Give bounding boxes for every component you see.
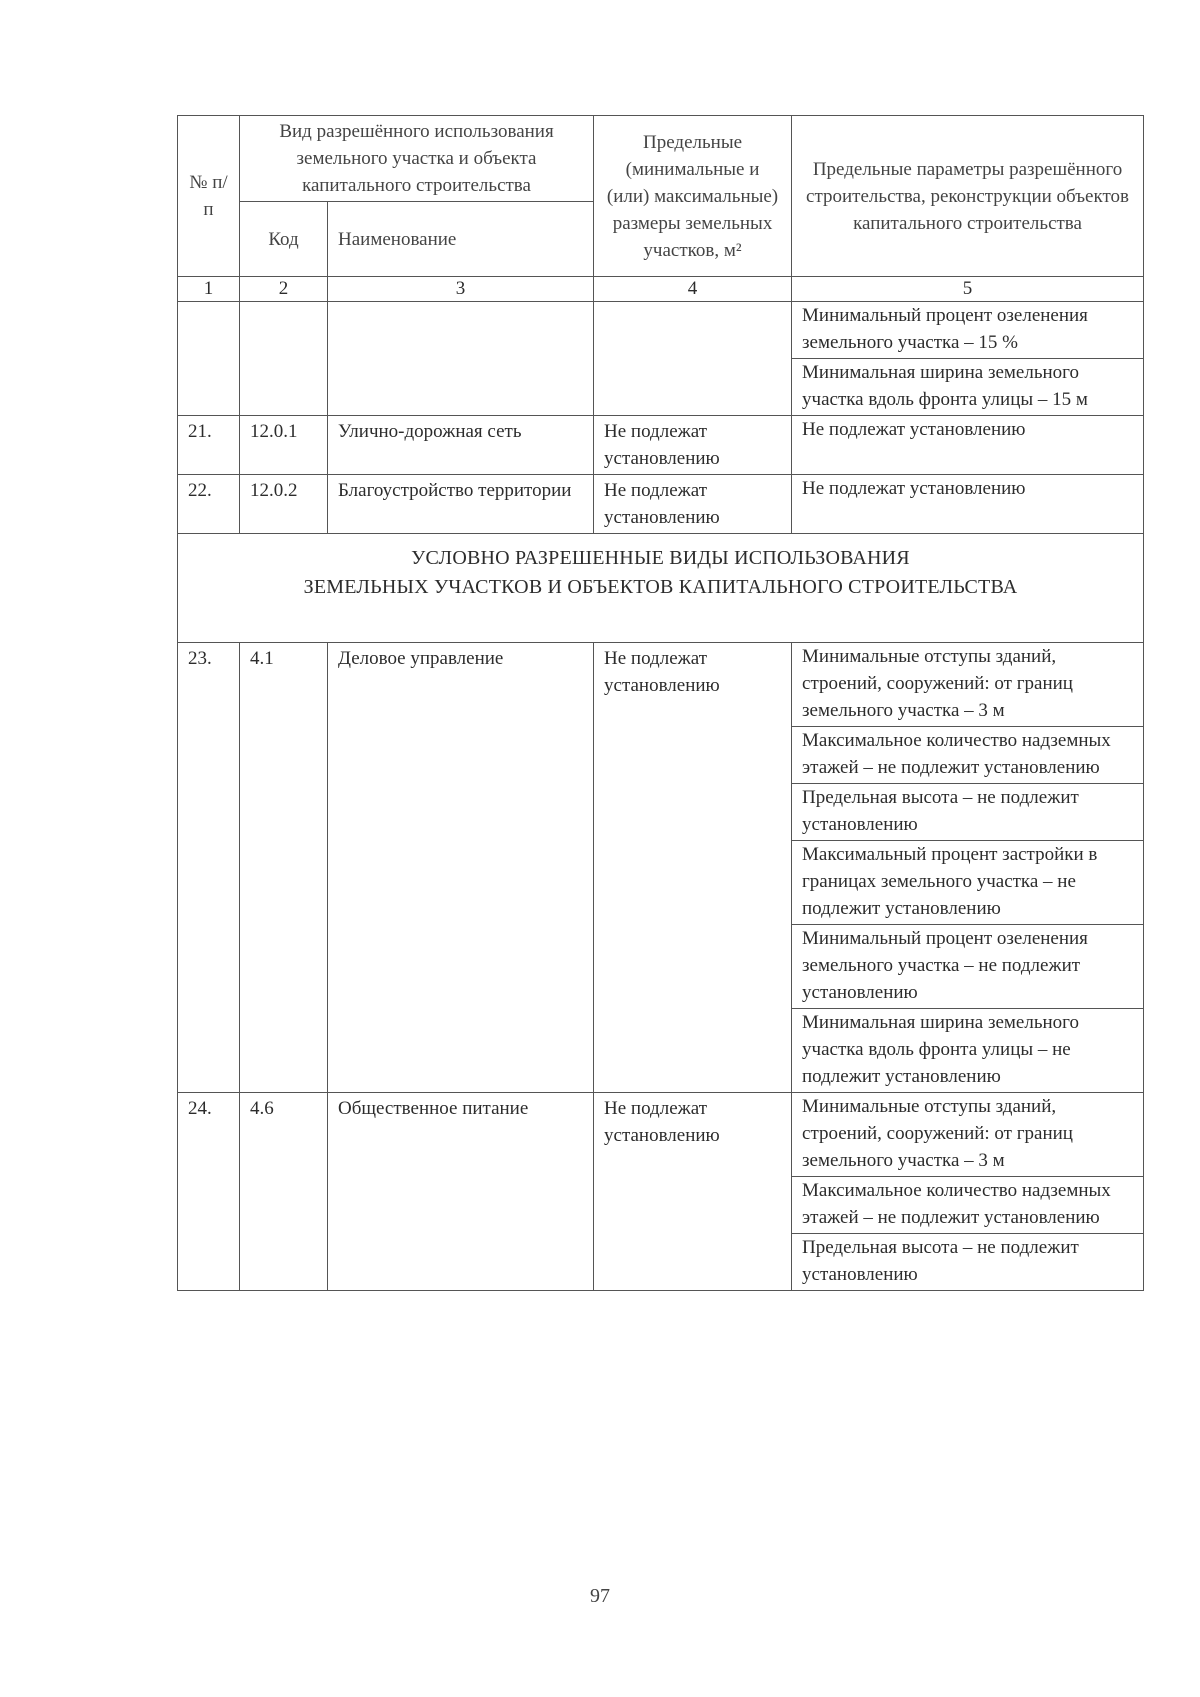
column-number: 5 [792, 277, 1144, 302]
row-num: 24. [178, 1093, 240, 1291]
header-params: Предельные параметры разрешённого строительства, реконструкции объектов капитального строительства [792, 116, 1144, 277]
section-header-row [178, 534, 1144, 643]
row-name-cell [328, 302, 594, 416]
param-item: Минимальная ширина земельного участка вдоль фронта улицы – не подлежит установлению [802, 1012, 1079, 1087]
section-title-line1: УСЛОВНО РАЗРЕШЕННЫЕ ВИДЫ ИСПОЛЬЗОВАНИЯ [411, 547, 910, 569]
row-params-cell [792, 475, 1144, 534]
param-item: Минимальные отступы зданий, строений, сооружений: от границ земельного участка – 3 м [792, 1093, 1143, 1177]
param-item: Минимальный процент озеленения земельного участка – не подлежит установлению [792, 925, 1143, 1009]
row-size: Не подлежат установлению [594, 643, 792, 1093]
row-params-cell [792, 302, 1144, 416]
column-number: 1 [178, 277, 240, 302]
table-row-24 [178, 1093, 1144, 1291]
header-num: № п/п [178, 116, 240, 277]
row-name: Благоустройство территории [328, 475, 594, 534]
row-num: 22. [178, 475, 240, 534]
header-vri: Вид разрешённого использования земельного участка и объекта капитального строительства [240, 116, 594, 202]
row-num: 23. [178, 643, 240, 1093]
column-number: 2 [240, 277, 328, 302]
row-code: 12.0.1 [240, 416, 328, 475]
row-size: Не подлежат установлению [594, 1093, 792, 1291]
row-num: 21. [178, 416, 240, 475]
row-name: Общественное питание [328, 1093, 594, 1291]
param-item: Максимальное количество надземных этажей – не подлежит установлению [792, 1177, 1143, 1234]
row-code-cell [240, 302, 328, 416]
row-size: Не подлежат установлению [594, 475, 792, 534]
column-number: 4 [594, 277, 792, 302]
row-code: 12.0.2 [240, 475, 328, 534]
column-number: 3 [328, 277, 594, 302]
row-name: Деловое управление [328, 643, 594, 1093]
table-row-21 [178, 416, 1144, 475]
param-item: Предельная высота – не подлежит установлению [802, 1237, 1079, 1285]
header-row-top [178, 116, 1144, 202]
param-item: Максимальный процент застройки в границах земельного участка – не подлежит установлению [792, 841, 1143, 925]
param-item: Минимальный процент озеленения земельного участка – 15 % [792, 302, 1143, 359]
table-row-23 [178, 643, 1144, 1093]
column-number-row [178, 277, 1144, 302]
param-item: Не подлежат установлению [802, 478, 1026, 499]
param-item: Минимальная ширина земельного участка вдоль фронта улицы – 15 м [802, 362, 1088, 410]
row-params-cell [792, 1093, 1144, 1291]
param-item: Минимальные отступы зданий, строений, сооружений: от границ земельного участка – 3 м [792, 643, 1143, 727]
header-size: Предельные (минимальные и (или) максимальные) размеры земельных участков, м² [594, 116, 792, 277]
param-item: Предельная высота – не подлежит установлению [792, 784, 1143, 841]
zoning-table [177, 115, 1144, 1291]
row-params-cell [792, 643, 1144, 1093]
row-size: Не подлежат установлению [594, 416, 792, 475]
row-params-cell [792, 416, 1144, 475]
section-title-line2: ЗЕМЕЛЬНЫХ УЧАСТКОВ И ОБЪЕКТОВ КАПИТАЛЬНОГО СТРОИТЕЛЬСТВА [303, 576, 1018, 598]
row-name: Улично-дорожная сеть [328, 416, 594, 475]
param-item: Максимальное количество надземных этажей – не подлежит установлению [792, 727, 1143, 784]
row-code: 4.6 [240, 1093, 328, 1291]
header-name: Наименование [328, 202, 594, 277]
page-number: 97 [590, 1585, 610, 1607]
row-code: 4.1 [240, 643, 328, 1093]
section-title [178, 534, 1144, 643]
row-size-cell [594, 302, 792, 416]
param-item: Не подлежат установлению [802, 419, 1026, 440]
table-row-22 [178, 475, 1144, 534]
row-num-cell [178, 302, 240, 416]
header-code: Код [240, 202, 328, 277]
table-row-continuation [178, 302, 1144, 416]
